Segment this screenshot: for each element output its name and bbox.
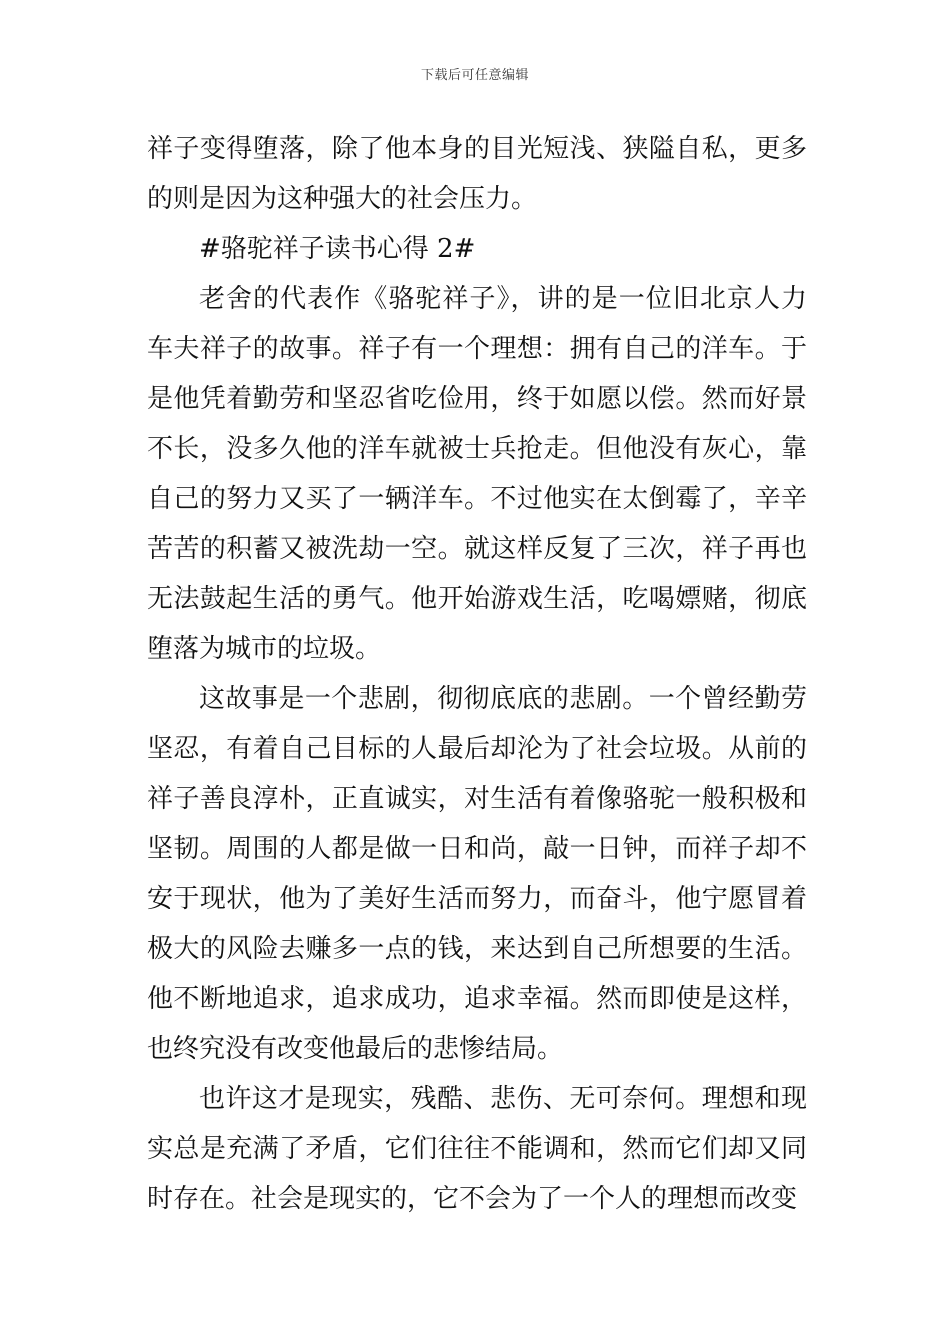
document-body [147, 124, 807, 1224]
section-heading: #骆驼祥子读书心得 2# [199, 234, 476, 264]
paragraph-continuation: 祥子变得堕落，除了他本身的目光短浅、狭隘自私，更多的则是因为这种强大的社会压力。 [147, 134, 807, 214]
paragraph: 这故事是一个悲剧，彻彻底底的悲剧。一个曾经勤劳坚忍，有着自己目标的人最后却沦为了社会垃圾。从前的祥子善良淳朴，正直诚实，对生活有着像骆驼一般积极和坚韧。周围的人都是做一日和尚，敲一日钟，而祥子却不安于现状，他为了美好生活而努力，而奋斗，他宁愿冒着极大的风险去赚多一点的钱，来达到自己所想要的生活。他不断地追求，追求成功，追求幸福。然而即使是这样，也终究没有改变他最后的悲惨结局。 [147, 684, 807, 1064]
page-header: 下载后可任意编辑 [420, 68, 529, 83]
paragraph: 也许这才是现实，残酷、悲伤、无可奈何。理想和现实总是充满了矛盾，它们往往不能调和，然而它们却又同时存在。社会是现实的，它不会为了一个人的理想而改变 [147, 1084, 807, 1214]
paragraph: 老舍的代表作《骆驼祥子》，讲的是一位旧北京人力车夫祥子的故事。祥子有一个理想：拥有自己的洋车。于是他凭着勤劳和坚忍省吃俭用，终于如愿以偿。然而好景不长，没多久他的洋车就被士兵抢走。但他没有灰心，靠自己的努力又买了一辆洋车。不过他实在太倒霉了，辛辛苦苦的积蓄又被洗劫一空。就这样反复了三次，祥子再也无法鼓起生活的勇气。他开始游戏生活，吃喝嫖赌，彻底堕落为城市的垃圾。 [147, 284, 807, 664]
